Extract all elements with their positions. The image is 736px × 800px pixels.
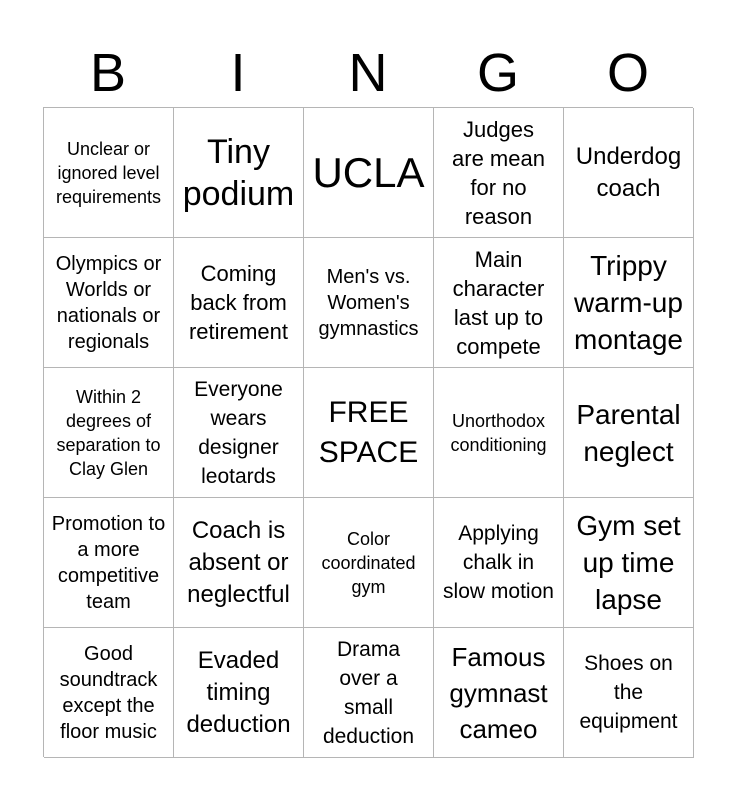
bingo-cell[interactable] bbox=[44, 368, 174, 498]
header-letter-i: I bbox=[230, 43, 246, 103]
bingo-cell[interactable] bbox=[174, 108, 304, 238]
bingo-cell[interactable] bbox=[304, 368, 434, 498]
bingo-cell[interactable] bbox=[174, 238, 304, 368]
cell-text: Famous gymnast cameo bbox=[449, 641, 548, 744]
bingo-cell[interactable] bbox=[434, 108, 564, 238]
cell-text: Good soundtrack except the floor music bbox=[59, 642, 158, 743]
header-letter-b: B bbox=[89, 43, 127, 103]
bingo-cell[interactable] bbox=[564, 108, 694, 238]
cell-text: Parental neglect bbox=[576, 398, 681, 467]
bingo-cell[interactable] bbox=[564, 498, 694, 628]
bingo-cell[interactable] bbox=[174, 368, 304, 498]
bingo-cell[interactable] bbox=[304, 108, 434, 238]
bingo-cell[interactable] bbox=[434, 498, 564, 628]
cell-text: Unorthodox conditioning bbox=[450, 410, 547, 455]
cell-text: Promotion to a more competitive team bbox=[51, 512, 166, 613]
cell-text: FREE SPACE bbox=[318, 395, 419, 469]
cell-text: Underdog coach bbox=[575, 142, 682, 202]
bingo-cell[interactable] bbox=[304, 628, 434, 758]
bingo-cell[interactable] bbox=[44, 108, 174, 238]
bingo-cell[interactable] bbox=[44, 498, 174, 628]
bingo-cell[interactable] bbox=[304, 238, 434, 368]
cell-text: Evaded timing deduction bbox=[186, 646, 291, 738]
cell-text: Olympics or Worlds or nationals or regionals bbox=[55, 252, 162, 353]
bingo-header bbox=[43, 38, 693, 108]
bingo-board bbox=[43, 107, 693, 757]
bingo-cell[interactable] bbox=[434, 628, 564, 758]
cell-text: Tiny podium bbox=[182, 132, 295, 213]
bingo-cell[interactable] bbox=[44, 238, 174, 368]
cell-text: Men's vs. Women's gymnastics bbox=[318, 265, 419, 340]
cell-text: Coming back from retirement bbox=[188, 261, 289, 344]
cell-text: Shoes on the equipment bbox=[579, 652, 678, 733]
cell-text: Trippy warm-up montage bbox=[574, 250, 683, 355]
cell-text: Unclear or ignored level requirements bbox=[55, 138, 162, 207]
bingo-cell[interactable] bbox=[434, 238, 564, 368]
cell-text: Color coordinated gym bbox=[321, 528, 416, 597]
bingo-cell[interactable] bbox=[44, 628, 174, 758]
header-letter-o: O bbox=[606, 43, 649, 103]
cell-text: Everyone wears designer leotards bbox=[194, 377, 283, 488]
bingo-cell[interactable] bbox=[174, 628, 304, 758]
bingo-cell[interactable] bbox=[564, 368, 694, 498]
bingo-cell[interactable] bbox=[564, 628, 694, 758]
cell-text: Drama over a small deduction bbox=[322, 637, 415, 748]
header-letter-g: G bbox=[476, 43, 519, 103]
bingo-cell[interactable] bbox=[434, 368, 564, 498]
bingo-cell[interactable] bbox=[564, 238, 694, 368]
bingo-cell[interactable] bbox=[304, 498, 434, 628]
cell-text: Within 2 degrees of separation to Clay Glen bbox=[56, 386, 161, 479]
bingo-cell[interactable] bbox=[174, 498, 304, 628]
header-letter-n: N bbox=[348, 43, 388, 103]
cell-text: Gym set up time lapse bbox=[576, 510, 681, 615]
cell-text: Judges are mean for no reason bbox=[452, 116, 545, 229]
cell-text: Main character last up to compete bbox=[452, 246, 545, 359]
cell-text: Coach is absent or neglectful bbox=[187, 516, 290, 608]
cell-text: UCLA bbox=[312, 148, 425, 196]
cell-text: Applying chalk in slow motion bbox=[443, 522, 554, 603]
